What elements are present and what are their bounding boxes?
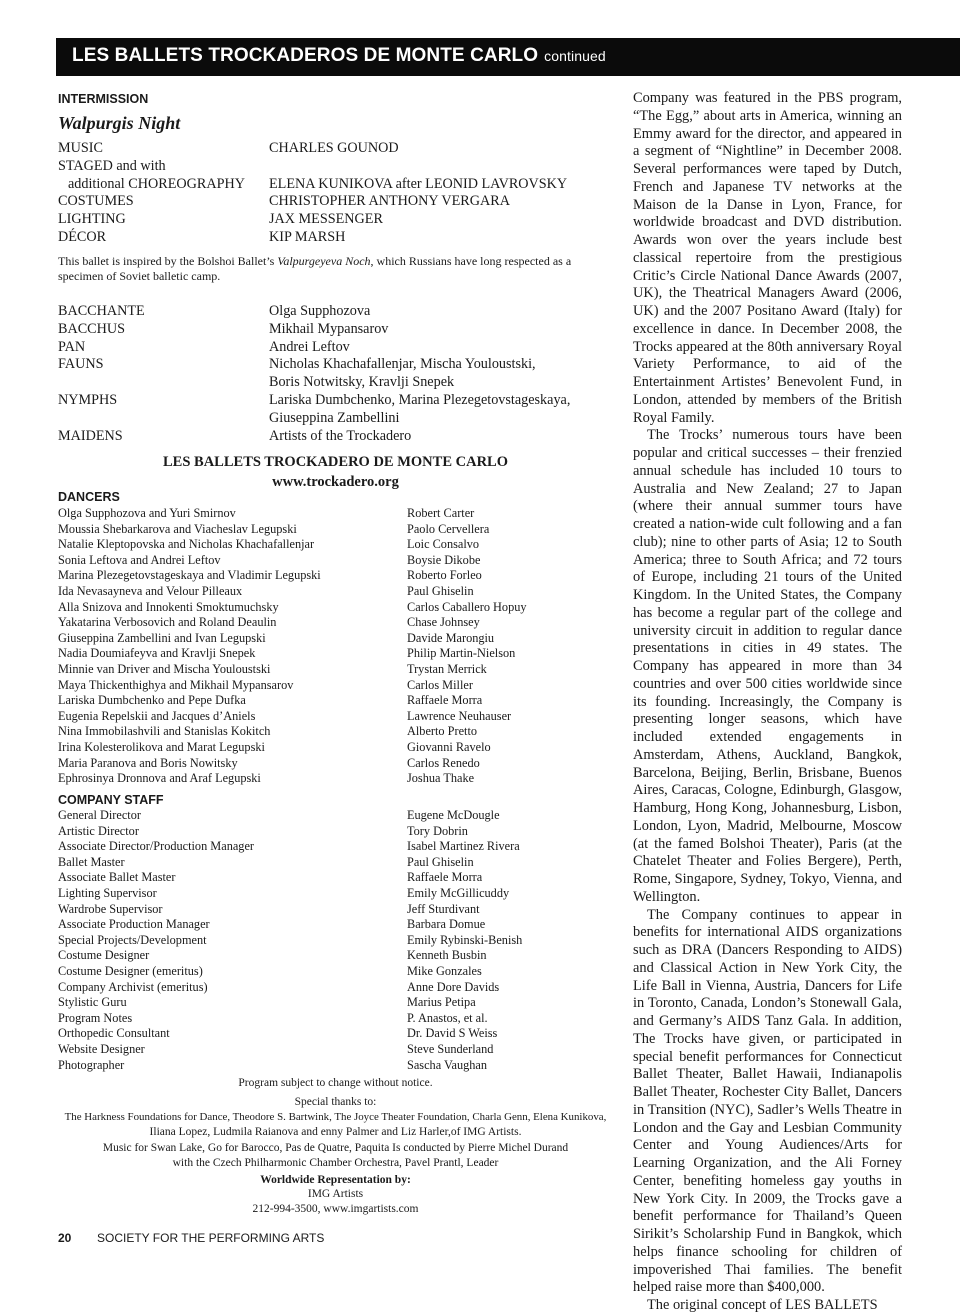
credit-row (58, 158, 613, 176)
dancer-name: Lawrence Neuhauser (407, 708, 512, 723)
staff-row (58, 995, 613, 1011)
thanks-line-2: Iliana Lopez, Ludmila Raianova and enny Palmer and Liz Harler,of IMG Artists. (149, 1126, 522, 1138)
dancer-pair: Maria Paranova and Boris Nowitsky (58, 755, 238, 770)
credit-row (58, 229, 613, 247)
staff-role: Photographer (58, 1057, 125, 1072)
header-bar (56, 38, 960, 76)
dancer-pair: Giuseppina Zambellini and Ivan Legupski (58, 630, 266, 645)
credit-role: MUSIC (58, 140, 103, 156)
staff-row (58, 948, 613, 964)
staff-role: Company Archivist (emeritus) (58, 979, 208, 994)
dancer-name: Carlos Renedo (407, 755, 480, 770)
rep-label: Worldwide Representation by: (260, 1174, 411, 1186)
staff-name: Isabel Martinez Rivera (407, 839, 520, 854)
staff-row (58, 1058, 613, 1074)
staff-row (58, 933, 613, 949)
cast-name: Artists of the Trockadero (269, 427, 412, 444)
staff-row (58, 964, 613, 980)
dancer-pair: Sonia Leftova and Andrei Leftov (58, 552, 221, 567)
staff-name: Emily McGillicuddy (407, 885, 510, 900)
dancer-pair: Olga Supphozova and Yuri Smirnov (58, 506, 236, 520)
credit-role: COSTUMES (58, 193, 134, 210)
inspiration-note (58, 254, 613, 284)
staff-name: Marius Petipa (407, 995, 476, 1010)
cast-role: MAIDENS (58, 427, 123, 444)
dancer-name: Roberto Forleo (407, 568, 482, 583)
staff-row (58, 902, 613, 918)
dancer-pair: Maya Thickenthighya and Mikhail Mypansarov (58, 677, 294, 692)
cast-role: BACCHANTE (58, 303, 145, 319)
staff-role: Associate Director/Production Manager (58, 839, 255, 854)
inspiration-post: , which Russians have long respected as a specimen of Soviet balletic camp. (58, 254, 572, 283)
staff-name: Steve Sunderland (407, 1041, 494, 1056)
cast-row (58, 321, 613, 339)
credit-role: DÉCOR (58, 228, 107, 245)
dancer-name: Loic Consalvo (407, 537, 480, 552)
dancers-label: DANCERS (58, 490, 120, 504)
staff-name: Anne Dore Davids (407, 979, 500, 994)
dancer-pair: Nina Immobilashvili and Stanislas Kokitch (58, 724, 271, 739)
dancers-right-list (407, 506, 527, 787)
staff-role: Lighting Supervisor (58, 885, 157, 900)
staff-role: Artistic Director (58, 823, 139, 838)
staff-name: Jeff Sturdivant (407, 901, 480, 916)
staff-role: Stylistic Guru (58, 995, 127, 1010)
header-suffix: continued (544, 48, 606, 64)
credit-role: LIGHTING (58, 211, 126, 228)
staff-role: General Director (58, 808, 141, 822)
staff-row (58, 917, 613, 933)
staff-role: Associate Ballet Master (58, 870, 176, 885)
staff-row (58, 1026, 613, 1042)
music-line-2: with the Czech Philharmonic Chamber Orchestra, Pavel Prantl, Leader (172, 1157, 499, 1169)
credit-name: JAX MESSENGER (269, 211, 383, 228)
inspiration-italic: Valpurgeyeva Noch (277, 254, 371, 268)
staff-role: Costume Designer (emeritus) (58, 963, 203, 978)
dancer-pair: Moussia Shebarkarova and Viacheslav Legupski (58, 521, 297, 536)
staff-name: Dr. David S Weiss (407, 1026, 498, 1041)
staff-row (58, 1011, 613, 1027)
thanks-label: Special thanks to: (294, 1096, 377, 1108)
staff-row (58, 855, 613, 871)
dancer-pair: Minnie van Driver and Mischa Youloustski (58, 661, 271, 676)
staff-name: P. Anastos, et al. (407, 1010, 488, 1025)
staff-role: Ballet Master (58, 854, 125, 869)
company-name: LES BALLETS TROCKADERO DE MONTE CARLO (163, 454, 508, 470)
credit-row (58, 140, 613, 158)
staff-role: Program Notes (58, 1010, 133, 1025)
dancer-pair: Ida Nevasayneva and Velour Pilleaux (58, 583, 243, 598)
staff-name: Mike Gonzales (407, 963, 482, 978)
staff-row (58, 870, 613, 886)
rep-contact: 212-994-3500, www.imgartists.com (252, 1203, 419, 1215)
staff-role: Associate Production Manager (58, 917, 210, 932)
cast-list (58, 303, 613, 445)
staff-row (58, 808, 613, 824)
dancer-pair: Nadia Doumiafeyva and Kravlji Snepek (58, 646, 256, 661)
staff-label: COMPANY STAFF (58, 793, 164, 807)
staff-name: Sascha Vaughan (407, 1057, 488, 1072)
dancer-pair: Natalie Kleptopovska and Nicholas Khachafallenjar (58, 537, 315, 552)
staff-row (58, 886, 613, 902)
staff-name: Emily Rybinski-Benish (407, 932, 523, 947)
cast-name: Mikhail Mypansarov (269, 320, 389, 337)
cast-role: PAN (58, 338, 86, 355)
dancer-name: Raffaele Morra (407, 693, 483, 708)
dancer-pair: Marina Plezegetovstageskaya and Vladimir Legupski (58, 568, 321, 583)
cast-name: Andrei Leftov (269, 338, 350, 355)
staff-role: Website Designer (58, 1041, 145, 1056)
thanks-line-1: The Harkness Foundations for Dance, Theodore S. Bartwink, The Joyce Theater Foundation, Charla Genn, Elena Kunikova, (64, 1111, 607, 1123)
right-paragraph: Company was featured in the PBS program, “The Egg,” about arts in America, winning an Emmy award for the director, and appeared in a segment of “Nightline” in December 2008. Several performances were taped by Dutch, French and Japanese TV networks at the Maison de la Danse in Lyon, France, for worldwide broadcast and DVD distribution. Awards won over the years include best classical repertoire from the prestigious Critic’s Circle National Dance Awards (2007, UK), the Theatrical Managers Award (2006, UK) and the 2007 Positano Award (Italy) for excellence in dance. In December 2008, the Trocks appeared at the 80th anniversary Royal Variety Performance, to aid of the Entertainment Artistes’ Benevolent Fund, in London, attended by members of the British Royal Family. (633, 90, 902, 426)
dancers-left-list (58, 506, 321, 787)
staff-name: Raffaele Morra (407, 870, 483, 885)
dancer-pair: Yakatarina Verbosovich and Roland Deaulin (58, 615, 277, 630)
dancer-name: Boysie Dikobe (407, 552, 481, 567)
credit-name: ELENA KUNIKOVA after LEONID LAVROVSKY (269, 175, 568, 192)
intermission-label: INTERMISSION (58, 92, 149, 106)
staff-role: Costume Designer (58, 948, 150, 963)
dancer-name: Alberto Pretto (407, 724, 478, 739)
dancer-name: Chase Johnsey (407, 615, 480, 630)
credit-row (58, 211, 613, 229)
right-column (633, 90, 902, 1315)
credit-name: CHARLES GOUNOD (269, 140, 399, 156)
right-paragraph: The Company continues to appear in benefits for international AIDS organizations such as DRA (Dancers Responding to AIDS) and Classical Action in New York City, the Life Ball in Vienna, Austria, Dancers for Life in Toronto, Canada, London’s Stonewall Gala, and Germany’s AIDS Tanz Gala. In addition, The Trocks have given, or participated in special benefit performances for Connecticut Ballet Theater, Ballet Hawaii, Indianapolis Ballet Theater, Rochester City Ballet, Dancers in Transition (NYC), Sadler’s Wells Theatre in London and the Gay and Lesbian Community Center and Young Audiences/Arts for Learning Organization, and the Ali Forney Center, benefiting homeless gay youths in New York City. In 2009, the Trocks gave a benefit performance for Thailand’s Queen Sirikit’s Scholarship Fund in Bangkok, which helps finance schooling for children of impoverished Thai families. The benefit helped raise more than $400,000. (633, 906, 902, 1296)
staff-row (58, 1042, 613, 1058)
cast-name: Boris Notwitsky, Kravlji Snepek (269, 374, 455, 391)
rep-name: IMG Artists (307, 1188, 364, 1200)
credit-name: CHRISTOPHER ANTHONY VERGARA (269, 193, 510, 210)
cast-row (58, 428, 613, 446)
credits-list (58, 140, 613, 247)
cast-role: NYMPHS (58, 391, 118, 408)
dancer-pair: Eugenia Repelskii and Jacques d’Aniels (58, 708, 256, 723)
cast-row (58, 356, 613, 392)
staff-name: Paul Ghiselin (407, 854, 474, 869)
company-url: www.trockadero.org (272, 474, 399, 490)
cast-role: FAUNS (58, 356, 104, 373)
dancer-pair: Alla Snizova and Innokenti Smoktumuchsky (58, 599, 279, 614)
dancer-name: Carlos Caballero Hopuy (407, 599, 527, 614)
staff-name: Kenneth Busbin (407, 948, 487, 963)
cast-row (58, 339, 613, 357)
dancer-pair: Lariska Dumbchenko and Pepe Dufka (58, 693, 246, 708)
staff-role: Orthopedic Consultant (58, 1026, 170, 1041)
dancer-name: Philip Martin-Nielson (407, 646, 516, 661)
staff-name: Barbara Domue (407, 917, 486, 932)
dancer-name: Davide Marongiu (407, 630, 495, 645)
credit-role: STAGED and with (58, 157, 166, 174)
change-note: Program subject to change without notice. (238, 1077, 433, 1089)
inspiration-pre: This ballet is inspired by the Bolshoi Ballet’s (58, 254, 278, 268)
publication-name: SOCIETY FOR THE PERFORMING ARTS (97, 1231, 325, 1245)
dancer-name: Robert Carter (407, 506, 475, 520)
cast-row (58, 392, 613, 428)
credit-row (58, 176, 613, 194)
header-title: LES BALLETS TROCKADEROS DE MONTE CARLO continued (72, 45, 606, 66)
staff-row (58, 980, 613, 996)
cast-name: Nicholas Khachafallenjar, Mischa Youloustski, (269, 356, 536, 373)
dancer-pair: Ephrosinya Dronnova and Araf Legupski (58, 771, 261, 786)
cast-name: Olga Supphozova (269, 303, 371, 319)
music-line-1: Music for Swan Lake, Go for Barocco, Pas de Quatre, Paquita Is conducted by Pierre Michel Durand (102, 1142, 569, 1154)
dancer-name: Trystan Merrick (407, 661, 487, 676)
staff-role: Wardrobe Supervisor (58, 901, 163, 916)
cast-name: Lariska Dumbchenko, Marina Plezegetovstageskaya, (269, 391, 571, 408)
staff-row (58, 839, 613, 855)
staff-name: Tory Dobrin (407, 823, 468, 838)
right-paragraph: The original concept of LES BALLETS (647, 1297, 878, 1313)
dancer-pair: Irina Kolesterolikova and Marat Legupski (58, 739, 265, 754)
cast-role: BACCHUS (58, 320, 126, 337)
credit-role: additional CHOREOGRAPHY (68, 175, 245, 192)
ballet-title: Walpurgis Night (58, 113, 181, 133)
dancer-name: Paul Ghiselin (407, 583, 474, 598)
dancer-name: Carlos Miller (407, 677, 473, 692)
page-number: 20 (58, 1231, 72, 1245)
credit-row (58, 193, 613, 211)
staff-name: Eugene McDougle (407, 808, 500, 822)
right-paragraph: The Trocks’ numerous tours have been popular and critical successes – their frenzied annual schedule has included 10 tours to Australia and New Zealand; 27 to Japan (where their annual summer tours have created a nation-wide cult following and a fan club); nine to other parts of Asia; 12 to South America; three to South Africa; and 72 tours of Europe, including 21 tours of the United Kingdom. In the United States, the Company has become a regular part of the college and university circuit in addition to regular dance presentations in cities in 49 states. The Company has appeared in more than 34 countries and over 500 cities worldwide since its founding. Increasingly, the Company is presenting longer seasons, which have included extended engagements in Amsterdam, Athens, Auckland, Bangkok, Barcelona, Beijing, Berlin, Brisbane, Buenos Aires, Caracas, Cologne, Edinburgh, Glasgow, Hamburg, Hong Kong, Johannesburg, Lisbon, London, Lyon, Madrid, Melbourne, Moscow (at the famed Bolshoi Theater), Paris (at the Chatelet Theater and Folies Bergere), Perth, Rome, Singapore, Sydney, Tokyo, Vienna, and Wellington. (633, 427, 902, 905)
dancer-name: Paolo Cervellera (407, 521, 490, 536)
credit-name: KIP MARSH (269, 228, 346, 245)
dancer-name: Giovanni Ravelo (407, 739, 491, 754)
staff-list (58, 808, 613, 1073)
cast-row (58, 303, 613, 321)
staff-row (58, 824, 613, 840)
cast-name: Giuseppina Zambellini (269, 409, 400, 426)
staff-role: Special Projects/Development (58, 932, 207, 947)
dancer-name: Joshua Thake (407, 771, 475, 786)
